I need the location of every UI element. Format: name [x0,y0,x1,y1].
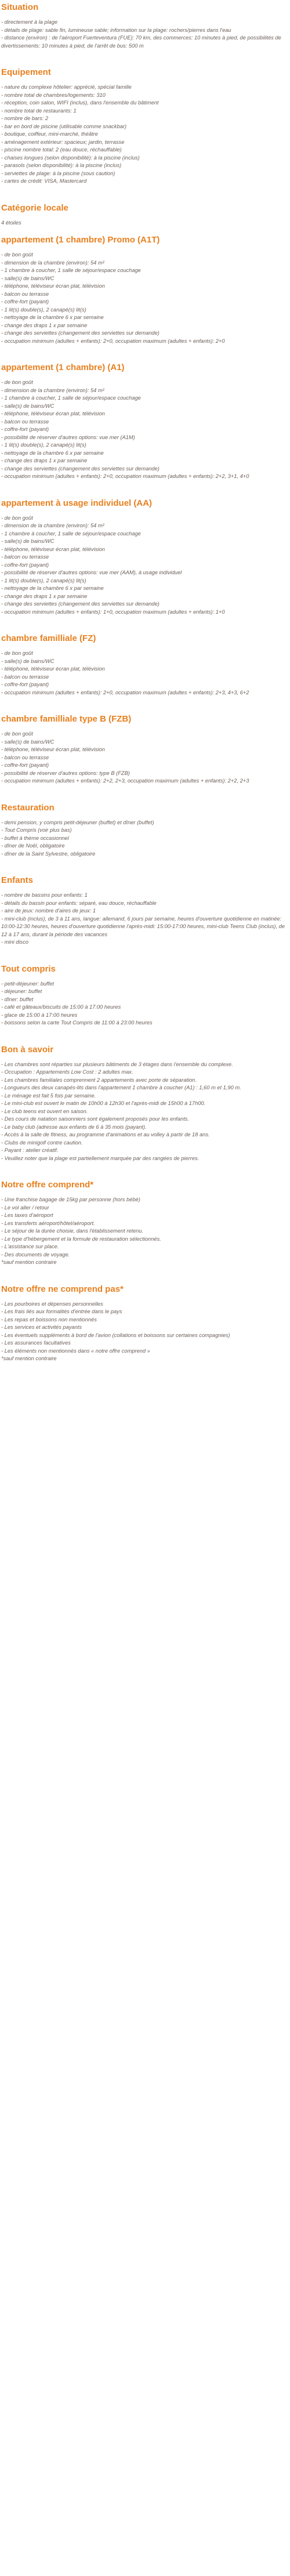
list-item: - directement à la plage [1,19,58,25]
section [1,235,289,345]
list-item: - parasols (selon disponibilité): à la piscine (inclus) [1,162,122,168]
list-item: - Payant : atelier créatif. [1,1147,59,1153]
list-item: - coffre-fort (payant) [1,299,49,305]
list-item: - change des serviettes (changement des serviettes sur demande) [1,465,160,472]
section-title: Restauration [1,802,55,813]
section-title: appartement (1 chambre) (A1) [1,363,125,372]
section-title: chambre familliale type B (FZB) [1,714,132,724]
list-item: - occupation minimum (adultes + enfants): 2+0, occupation maximum (adultes + enfants): 2+3, 4+3, 6+2 [1,689,249,695]
section-spacer [1,858,289,875]
list-item: - de bon goût [1,379,33,385]
list-item: - Clubs de minigolf contre caution. [1,1139,83,1146]
list-item: - téléphone, téléviseur écran plat, télévision [1,666,105,672]
list-item: - coffre-fort (payant) [1,762,49,768]
list-item: - détails du bassin pour enfants: séparé, eau douce, réchauffable [1,900,157,906]
list-item: - Le mini-club est ouvert le matin de 10h00 à 12h30 et l'après-midi de 15h00 à 17h00. [1,1100,206,1106]
list-item: 4 étoiles [1,219,21,226]
section-spacer [1,1267,289,1284]
section-list [1,219,289,227]
list-item: - possibilité de réserver d'autres options: vue mer (A1M) [1,434,135,440]
list-item: - de bon goût [1,731,33,737]
section-list [1,84,289,186]
list-item: - téléphone, téléviseur écran plat, télévision [1,747,105,752]
list-item: - nombre total de chambres/logements: 310 [1,92,106,98]
list-item: - Des documents de voyage. [1,1251,70,1258]
section [1,1045,289,1163]
list-item: - possibilité de réserver d'autres options: vue mer (AAM), à usage individuel [1,570,182,575]
section-list [1,1300,289,1363]
list-item: - 1 chambre à coucher, 1 salle de séjour/espace couchage [1,267,141,273]
section [1,803,289,858]
list-item: - café et gâteaux/biscuits de 15:00 à 17:00 heures [1,1004,121,1010]
list-item: - change des serviettes (changement des serviettes sur demande) [1,330,160,336]
section-list [1,19,289,50]
list-item: - dimension de la chambre (environ): 54 m² [1,259,104,266]
list-item: - dîner de la Saint Sylvestre, obligatoire [1,850,96,857]
list-item: - buffet à thème occasionnel [1,835,69,841]
list-item: - Les repas et boissons non mentionnés [1,1316,97,1323]
section-title: Bon à savoir [1,1044,54,1055]
list-item: - Des cours de natation saisonniers sont également proposés pour les enfants. [1,1116,190,1122]
list-item: - balcon ou terrasse [1,754,49,760]
list-item: - 1 lit(s) double(s), 2 canapé(s) lit(s) [1,306,86,313]
list-item: - nombre de bassins pour enfants: 1 [1,892,88,898]
list-item: - nettoyage de la chambre 6 x par semaine [1,585,104,591]
list-item: - de bon goût [1,252,33,258]
list-item: - demi pension, y compris petit-déjeuner (buffet) et dîner (buffet) [1,819,154,825]
section-title: Notre offre comprend* [1,1180,94,1190]
list-item: - chaises longues (selon disponibilité): à la piscine (inclus) [1,154,140,161]
list-item: *sauf mention contraire [1,1356,57,1361]
list-item: - aménagement extérieur: spacieux; jardin, terrasse [1,139,125,145]
list-item: - dimension de la chambre (environ): 54 m² [1,387,104,393]
section-list [1,892,289,947]
section-spacer [1,616,289,633]
section [1,875,289,947]
section-list [1,1196,289,1267]
list-item: - L'assistance sur place. [1,1244,59,1249]
list-item: - distance (environ) : de l'aéroport Fuerteventura (FUE): 70 km, des commerces: 10 minutes à pied, de possibilités de divertissements: 10 minutes à pied, de l'arrêt de bus: 500 m [1,35,281,49]
section-list [1,730,289,785]
list-item: - change des draps 1 x par semaine [1,322,88,328]
section [1,633,289,697]
section-spacer [1,227,289,235]
list-item: - salle(s) de bains/WC [1,538,55,544]
section-title: appartement à usage individuel (AA) [1,498,153,508]
section [1,363,289,481]
list-item: - nature du complexe hôtelier: apprécié, spécial famille [1,84,132,90]
section [1,2,289,50]
section [1,1284,289,1363]
section-list [1,515,289,617]
list-item: - Les pourboires et dépenses personnelles [1,1300,103,1307]
list-item: - Veuillez noter que la plage est partiellement marquée par des rangées de pierres. [1,1155,200,1161]
list-item: - Les frais liés aux formalités d'entrée dans le pays [1,1309,122,1314]
section [1,714,289,785]
list-item: - nettoyage de la chambre 6 x par semaine [1,450,104,456]
list-item: - dîner: buffet [1,996,34,1002]
list-item: - Occupation : Appartements Low Cost : 2 adultes max. [1,1069,133,1075]
section-spacer [1,186,289,203]
list-item: - dimension de la chambre (environ): 54 m² [1,523,104,528]
list-item: - Le type d'hébergement et la formule de restauration sélectionnés. [1,1236,161,1242]
list-item: - salle(s) de bains/WC [1,738,55,745]
section-title: appartement (1 chambre) Promo (A1T) [1,235,160,245]
section-title: Tout compris [1,963,56,974]
list-item: - Longueurs des deux canapés-lits dans l'appartement 1 chambre à coucher (A1) : 1,60 m et 1,90 m. [1,1085,241,1090]
list-item: - Les transferts aéroport/hôtel/aéroport. [1,1220,95,1226]
list-item: - Le ménage est fait 5 fois par semaine. [1,1092,96,1099]
list-item: - Tout Compris (voir plus bas) [1,827,72,833]
list-item: - occupation minimum (adultes + enfants): 2+2, 2+3, occupation maximum (adultes + enfants): 2+2, 2+3 [1,778,249,784]
section-title: Catégorie locale [1,202,68,213]
list-item: - salle(s) de bains/WC [1,403,55,409]
list-item: - glace de 15:00 à 17:00 heures [1,1012,78,1018]
list-item: - balcon ou terrasse [1,673,49,680]
list-item: - bar en bord de piscine (utilisable comme snackbar) [1,123,126,129]
list-item: - coffre-fort (payant) [1,561,49,568]
list-item: - petit-déjeuner: buffet [1,980,54,987]
list-item: - coffre-fort (payant) [1,682,49,687]
section-title: Notre offre ne comprend pas* [1,1284,124,1294]
list-item: - nombre de bars: 2 [1,115,49,121]
list-item: - 1 lit(s) double(s), 2 canapé(s) lit(s) [1,577,86,584]
section-spacer [1,1162,289,1180]
list-item: - téléphone, téléviseur écran plat, télévision [1,546,105,552]
list-item: - Les éléments non mentionnés dans « notre offre comprend » [1,1347,150,1354]
list-item: - salle(s) de bains/WC [1,658,55,664]
list-item: - change des serviettes (changement des serviettes sur demande) [1,601,160,607]
list-item: - boutique, coiffeur, mini-marché, théâtre [1,131,98,137]
section-spacer [1,345,289,363]
section-list [1,379,289,481]
list-item: - réception, coin salon, WIFI (inclus), dans l'ensemble du bâtiment [1,100,159,106]
section [1,1180,289,1267]
list-item: - Les éventuels suppléments à bord de l'avion (collations et boissons sur certaines compagnies) [1,1332,230,1338]
list-item: - aire de jeux: nombre d'aires de jeux: 1 [1,908,96,914]
list-item: - Le vol aller / retour [1,1204,49,1211]
list-item: - Les services et activités payants [1,1324,82,1330]
list-item: - coffre-fort (payant) [1,426,49,432]
section-spacer [1,947,289,964]
list-item: - de bon goût [1,515,33,521]
section-list [1,650,289,697]
list-item: - balcon ou terrasse [1,291,49,297]
section [1,498,289,617]
list-item: - balcon ou terrasse [1,554,49,560]
list-item: - Les taxes d'aéroport [1,1212,53,1218]
list-item: - nombre total de restaurants: 1 [1,107,77,114]
section-list [1,1061,289,1163]
list-item: - Les chambres familiales comprennent 2 appartements avec porte de séparation. [1,1077,197,1083]
list-item: *sauf mention contraire [1,1259,57,1265]
list-item: - Le séjour de la durée choisie, dans l'établissement retenu. [1,1228,144,1234]
list-item: - de bon goût [1,650,33,656]
list-item: - serviettes de plage: à la piscine (sous caution) [1,170,115,176]
list-item: - Le club teens est ouvert en saison. [1,1108,88,1114]
list-item: - Les assurances facultatives [1,1340,71,1346]
list-item: - Accès à la salle de fitness, au programme d'animations et au volley à partir de 18 ans. [1,1132,210,1137]
section-spacer [1,1027,289,1045]
list-item: - téléphone, téléviseur écran plat, télévision [1,283,105,289]
list-item: - nettoyage de la chambre 6 x par semaine [1,314,104,320]
list-item: - Le baby club (adresse aux enfants de 6 à 35 mois (payant). [1,1124,147,1130]
list-item: - 1 chambre à coucher, 1 salle de séjour/espace couchage [1,395,141,401]
section-spacer [1,50,289,67]
list-item: - déjeuner: buffet [1,988,42,994]
list-item: - possibilité de réserver d'autres options: type B (FZB) [1,770,130,776]
list-item: - Les chambres sont réparties sur plusieurs bâtiments de 3 étages dans l'ensemble du complexe. [1,1061,233,1067]
list-item: - boissons selon la carte Tout Compris de 11:00 à 23:00 heures [1,1020,153,1026]
list-item: - téléphone, téléviseur écran plat, télévision [1,411,105,416]
list-item: - balcon ou terrasse [1,418,49,425]
list-item: - change des draps 1 x par semaine [1,458,88,463]
list-item: - 1 lit(s) double(s), 2 canapé(s) lit(s) [1,442,86,448]
section-spacer [1,697,289,714]
list-item: - dîner de Noël, obligatoire [1,843,65,849]
section-list [1,251,289,345]
list-item: - salle(s) de bains/WC [1,275,55,281]
section-spacer [1,785,289,803]
section-list [1,980,289,1027]
list-item: - change des draps 1 x par semaine [1,593,88,599]
section [1,203,289,227]
section-list [1,819,289,858]
list-item: - cartes de crédit: VISA, Mastercard [1,178,87,184]
section [1,964,289,1027]
section-title: chambre familliale (FZ) [1,633,96,643]
list-item: - piscine nombre total: 2 (eau douce, réchauffable) [1,147,122,153]
list-item: - mini-club (inclus), de 3 à 11 ans, langue: allemand, 6 jours par semaine, heures d'ouverture quotidienne en matinée: 10:00-12:30 heures, heures d'ouverture quotidienne l'après-midi: 15:00-17:00 heures, mini-club Teens Club (inclus), de 12 à 17 ans, durant la période des vacances [1,915,285,937]
section-spacer [1,481,289,498]
list-item: - détails de plage: sable fin, lumineuse sable; information sur la plage: rochers/pierres dans l'eau [1,27,231,33]
list-item: - mini disco [1,939,29,945]
list-item: - occupation minimum (adultes + enfants): 1+0, occupation maximum (adultes + enfants): 1+0 [1,608,225,615]
list-item: - occupation minimum (adultes + enfants): 2+0, occupation maximum (adultes + enfants): 2+0 [1,338,225,344]
list-item: - 1 chambre à coucher, 1 salle de séjour/espace couchage [1,530,141,537]
section-title: Enfants [1,875,34,885]
list-item: - Une franchise bagage de 15kg par personne (hors bébé) [1,1197,140,1202]
section [1,67,289,186]
list-item: - occupation minimum (adultes + enfants): 2+0, occupation maximum (adultes + enfants): 2+2, 3+1, 4+0 [1,473,249,479]
section-title: Situation [1,2,39,12]
section-title: Equipement [1,67,51,77]
